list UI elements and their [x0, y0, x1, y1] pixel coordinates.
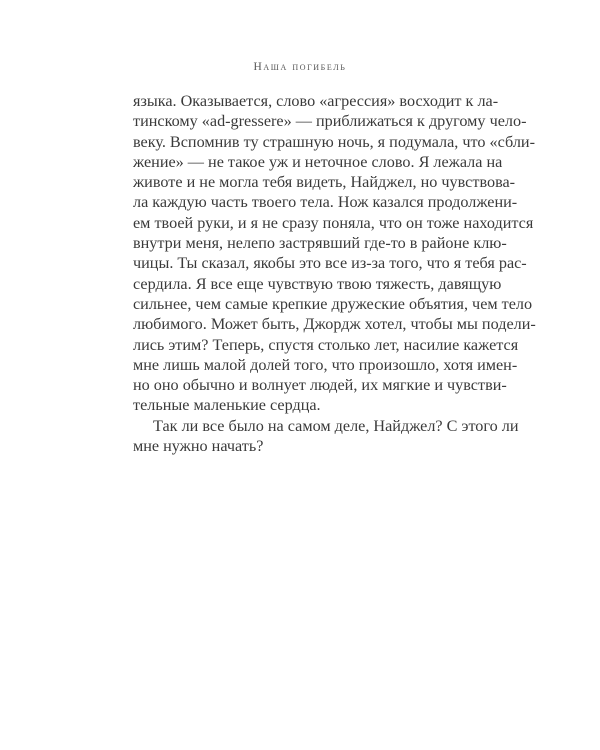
text-line: тельные маленькие сердца.: [133, 396, 321, 415]
text-line: мне лишь малой долей того, что произошло, хотя имен-: [133, 355, 518, 374]
text-line: любимого. Может быть, Джордж хотел, чтобы мы подели-: [133, 315, 536, 334]
text-line: животе и не могла тебя видеть, Найджел, но чувствова-: [133, 173, 516, 192]
text-line: ла каждую часть твоего тела. Нож казался продолжени-: [133, 193, 518, 212]
text-line: веку. Вспомнив ту страшную ночь, я подумала, что «сбли-: [133, 132, 535, 151]
text-line: но оно обычно и волнует людей, их мягкие и чувстви-: [133, 376, 507, 395]
running-head: Наша погибель: [253, 61, 347, 73]
text-line: Так ли все было на самом деле, Найджел? С этого ли: [153, 416, 519, 435]
text-line: тинскому «ad-gressere» — приближаться к другому чело-: [133, 112, 527, 131]
text-line: мне нужно начать?: [133, 437, 264, 456]
text-line: языка. Оказывается, слово «агрессия» восходит к ла-: [133, 92, 499, 110]
text-line: внутри меня, нелепо застрявший где-то в районе клю-: [133, 234, 507, 253]
text-line: чицы. Ты сказал, якобы это все из-за того, что я тебя рас-: [133, 254, 527, 273]
text-line: ем твоей руки, и я не сразу поняла, что он тоже находится: [133, 213, 534, 232]
text-line: сердила. Я все еще чувствую твою тяжесть, давящую: [133, 274, 502, 293]
body-text: [133, 91, 536, 456]
text-line: сильнее, чем самые крепкие дружеские объятия, чем тело: [133, 294, 533, 313]
text-line: лись этим? Теперь, спустя столько лет, насилие кажется: [133, 335, 519, 354]
text-line: жение» — не такое уж и неточное слово. Я лежала на: [133, 152, 503, 171]
